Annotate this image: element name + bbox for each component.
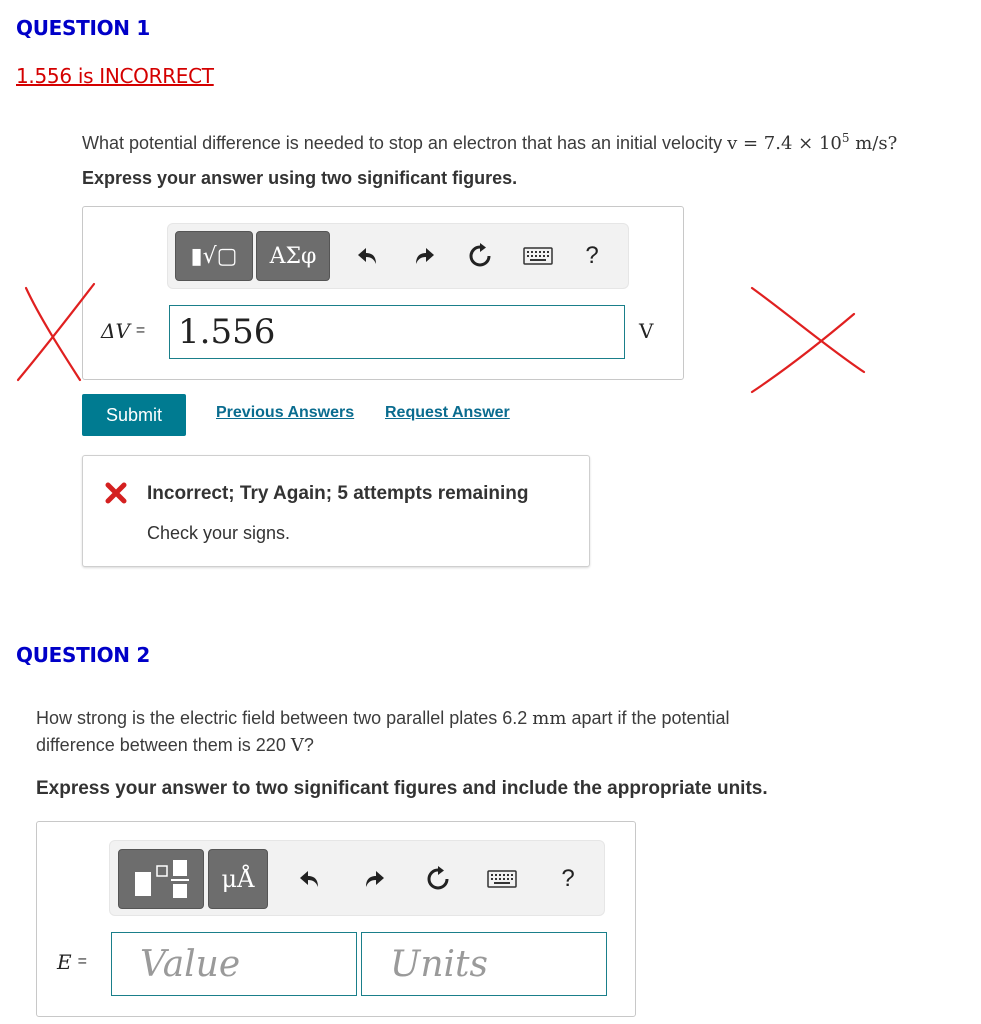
question-1-prompt bbox=[82, 125, 897, 157]
equals-sign-2: = bbox=[77, 953, 87, 970]
prompt-line-1: How strong is the electric field between two parallel plates 6.2 mm apart if the potential bbox=[36, 708, 730, 729]
unit-label: V bbox=[639, 319, 654, 343]
prompt-line-2: difference between them is 220 V? bbox=[36, 735, 314, 756]
answer-input[interactable]: 1.556 bbox=[169, 305, 625, 359]
undo-icon[interactable] bbox=[352, 238, 384, 274]
keyboard-icon[interactable] bbox=[520, 238, 556, 274]
math-toolbar-2 bbox=[109, 840, 605, 916]
prompt-text: What potential difference is needed to stop an electron that has an initial velocity bbox=[82, 133, 723, 153]
reset-icon-2[interactable] bbox=[422, 861, 454, 897]
feedback-title: Incorrect; Try Again; 5 attempts remaining bbox=[147, 483, 529, 504]
submit-button[interactable]: Submit bbox=[82, 394, 186, 436]
help-icon[interactable]: ? bbox=[585, 242, 599, 269]
answer-label bbox=[101, 319, 145, 343]
answer-label-2 bbox=[57, 950, 87, 974]
redo-icon-2[interactable] bbox=[358, 861, 390, 897]
redo-icon[interactable] bbox=[408, 238, 440, 274]
keyboard-icon-2[interactable] bbox=[484, 861, 520, 897]
fraction-templates-icon bbox=[131, 858, 191, 900]
question-1-instruction: Express your answer using two significant figures. bbox=[82, 168, 518, 188]
answer-box bbox=[82, 206, 684, 380]
prompt-math: $v = 7.4 \times 10^5$ m/s? bbox=[727, 131, 898, 154]
fraction-templates-button[interactable] bbox=[118, 849, 204, 909]
feedback-panel bbox=[82, 455, 590, 567]
greek-symbols-icon: ΑΣφ bbox=[269, 243, 317, 269]
units-input[interactable]: Units bbox=[361, 932, 607, 996]
request-answer-link[interactable]: Request Answer bbox=[385, 404, 510, 421]
question-1-status: 1.556 is INCORRECT bbox=[16, 64, 214, 88]
variable-label-2: E bbox=[57, 950, 72, 974]
question-2-instruction: Express your answer to two significant figures and include the appropriate units. bbox=[36, 778, 768, 799]
incorrect-mark-right-icon bbox=[748, 284, 870, 396]
variable-label: ΔV bbox=[101, 319, 130, 343]
question-1-heading: QUESTION 1 bbox=[16, 16, 151, 40]
previous-answers-link[interactable]: Previous Answers bbox=[216, 404, 355, 421]
symbols-button[interactable] bbox=[256, 231, 330, 281]
math-toolbar bbox=[167, 223, 629, 289]
answer-box-2 bbox=[36, 821, 636, 1017]
help-icon-2[interactable]: ? bbox=[561, 865, 575, 892]
question-2-heading: QUESTION 2 bbox=[16, 643, 151, 667]
templates-button[interactable] bbox=[175, 231, 253, 281]
undo-icon-2[interactable] bbox=[294, 861, 326, 897]
incorrect-mark-left-icon bbox=[14, 280, 100, 390]
question-2-prompt bbox=[36, 705, 936, 759]
templates-icon: ▮√▢ bbox=[190, 243, 238, 269]
error-x-icon bbox=[105, 482, 127, 504]
equals-sign: = bbox=[135, 322, 146, 339]
units-icon: μÅ bbox=[221, 865, 255, 893]
feedback-hint: Check your signs. bbox=[147, 523, 291, 543]
reset-icon[interactable] bbox=[464, 238, 496, 274]
units-button[interactable] bbox=[208, 849, 268, 909]
value-input[interactable]: Value bbox=[111, 932, 357, 996]
